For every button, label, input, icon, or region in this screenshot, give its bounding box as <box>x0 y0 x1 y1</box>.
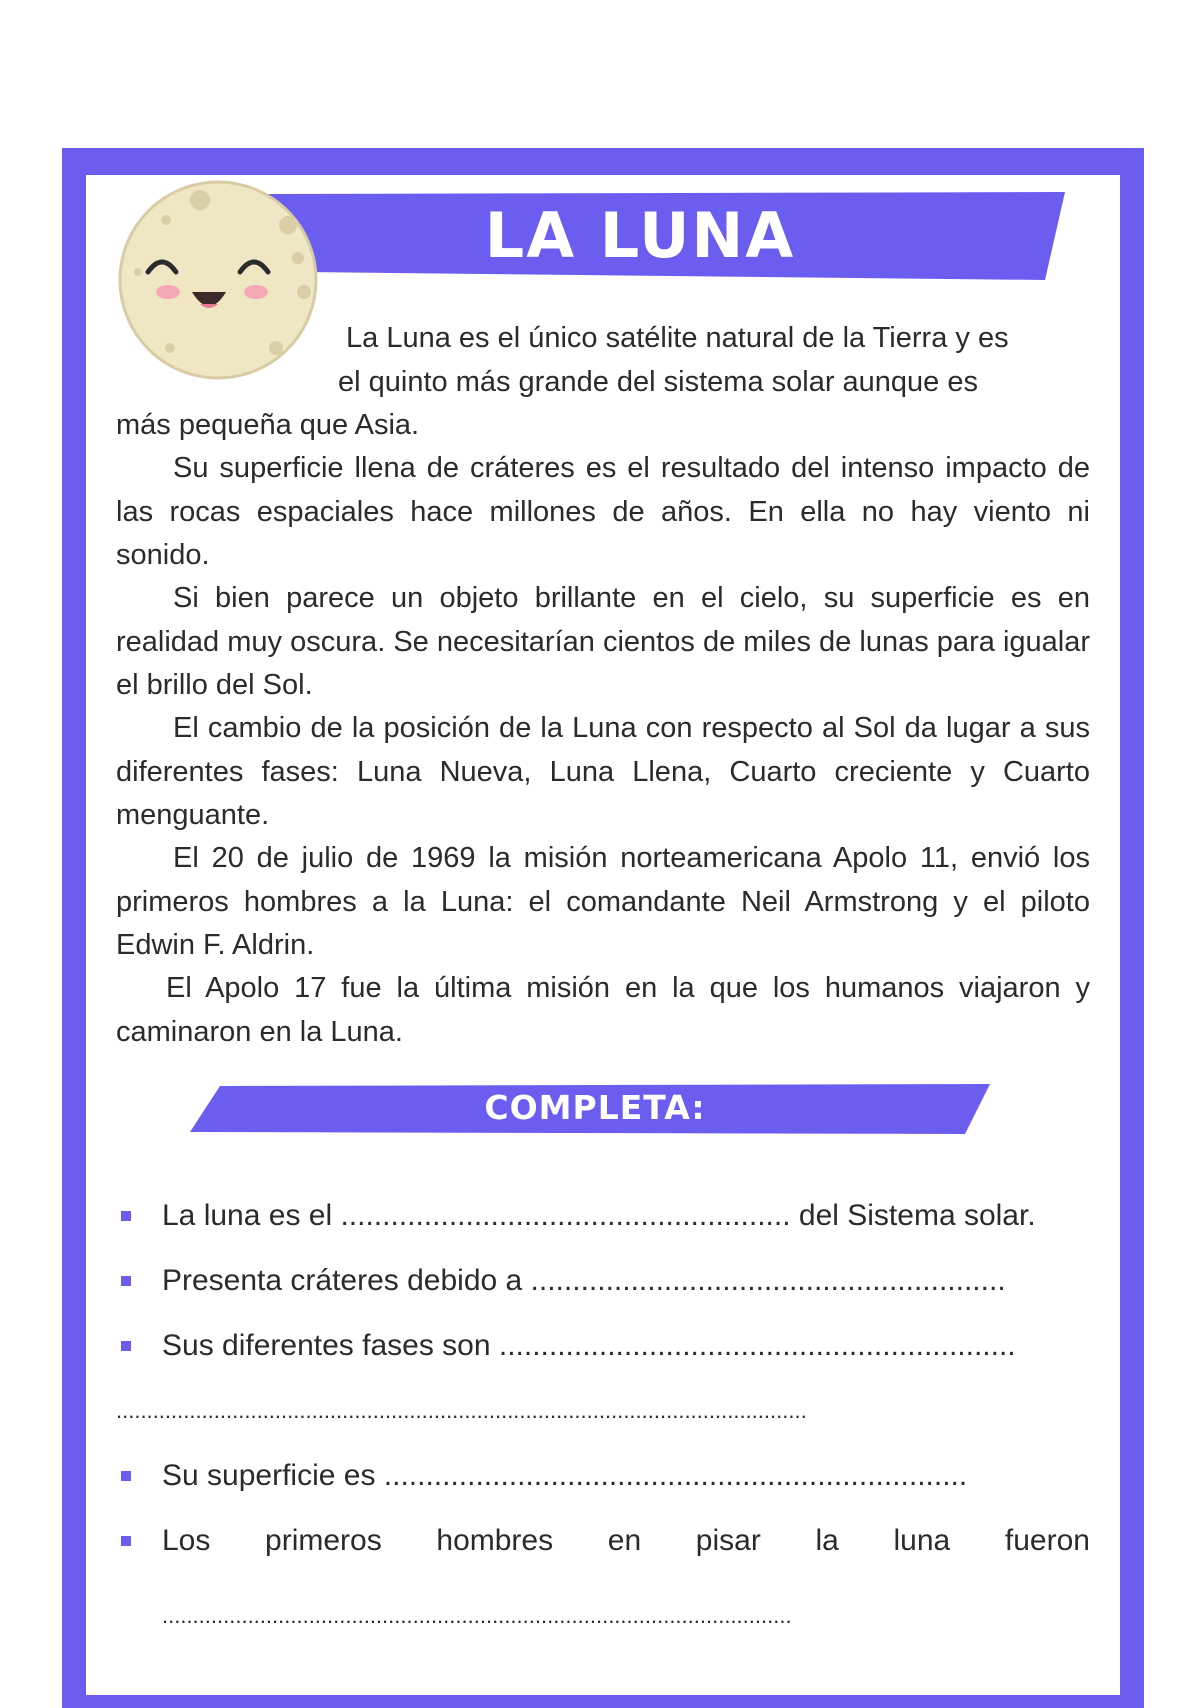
square-bullet-icon <box>121 1341 131 1351</box>
intro-line-3: más pequeña que Asia. <box>116 409 420 441</box>
section-title: COMPLETA: <box>484 1088 706 1127</box>
question-5-word: en <box>607 1524 642 1557</box>
page-title: LA LUNA <box>484 199 796 272</box>
question-5-word: Los <box>162 1524 211 1557</box>
question-5-word: luna <box>893 1524 951 1557</box>
question-5-word: la <box>815 1524 839 1557</box>
paragraph-apolo-17: El Apolo 17 fue la última misión en la que los humanos viajaron y caminaron en la Luna. <box>116 972 1090 1048</box>
square-bullet-icon <box>121 1211 131 1221</box>
square-bullet-icon <box>121 1536 131 1546</box>
question-3-answer-line: ................................................................................................................. <box>116 1398 807 1423</box>
intro-line-1: La Luna es el único satélite natural de la Tierra y es <box>346 322 1009 354</box>
smiling-moon-icon <box>108 180 328 380</box>
question-4: Su superficie es ...................................................................... <box>162 1459 968 1492</box>
square-bullet-icon <box>121 1471 131 1481</box>
question-5-word: primeros <box>265 1524 382 1557</box>
question-2: Presenta cráteres debido a ......................................................... <box>162 1264 1006 1297</box>
paragraph-apolo-11: El 20 de julio de 1969 la misión norteamericana Apolo 11, envió los primeros hombres a la Luna: el comandante Neil Armstrong y el piloto Edwin F. Aldrin. <box>116 842 1090 961</box>
paragraph-phases: El cambio de la posición de la Luna con respecto al Sol da lugar a sus diferentes fases: Luna Nueva, Luna Llena, Cuarto creciente y Cuarto menguante. <box>116 712 1090 831</box>
question-5-word: pisar <box>695 1524 761 1557</box>
paragraph-craters: Su superficie llena de cráteres es el resultado del intenso impacto de las rocas espaciales hace millones de años. En ella no hay viento ni sonido. <box>116 452 1090 571</box>
question-5-word: fueron <box>1004 1524 1090 1557</box>
intro-line-2: el quinto más grande del sistema solar aunque es <box>338 366 978 398</box>
question-3: Sus diferentes fases son .............................................................. <box>162 1329 1016 1362</box>
square-bullet-icon <box>121 1276 131 1286</box>
question-5-word: hombres <box>436 1524 554 1557</box>
question-5-answer-line: ....................................................................................................... <box>162 1603 792 1628</box>
question-1: La luna es el ...................................................... del Sistema solar. <box>162 1199 1036 1232</box>
paragraph-brightness: Si bien parece un objeto brillante en el cielo, su superficie es en realidad muy oscura. Se necesitarían cientos de miles de lunas para igualar el brillo del Sol. <box>116 582 1090 701</box>
question-5 <box>162 1521 1090 1561</box>
